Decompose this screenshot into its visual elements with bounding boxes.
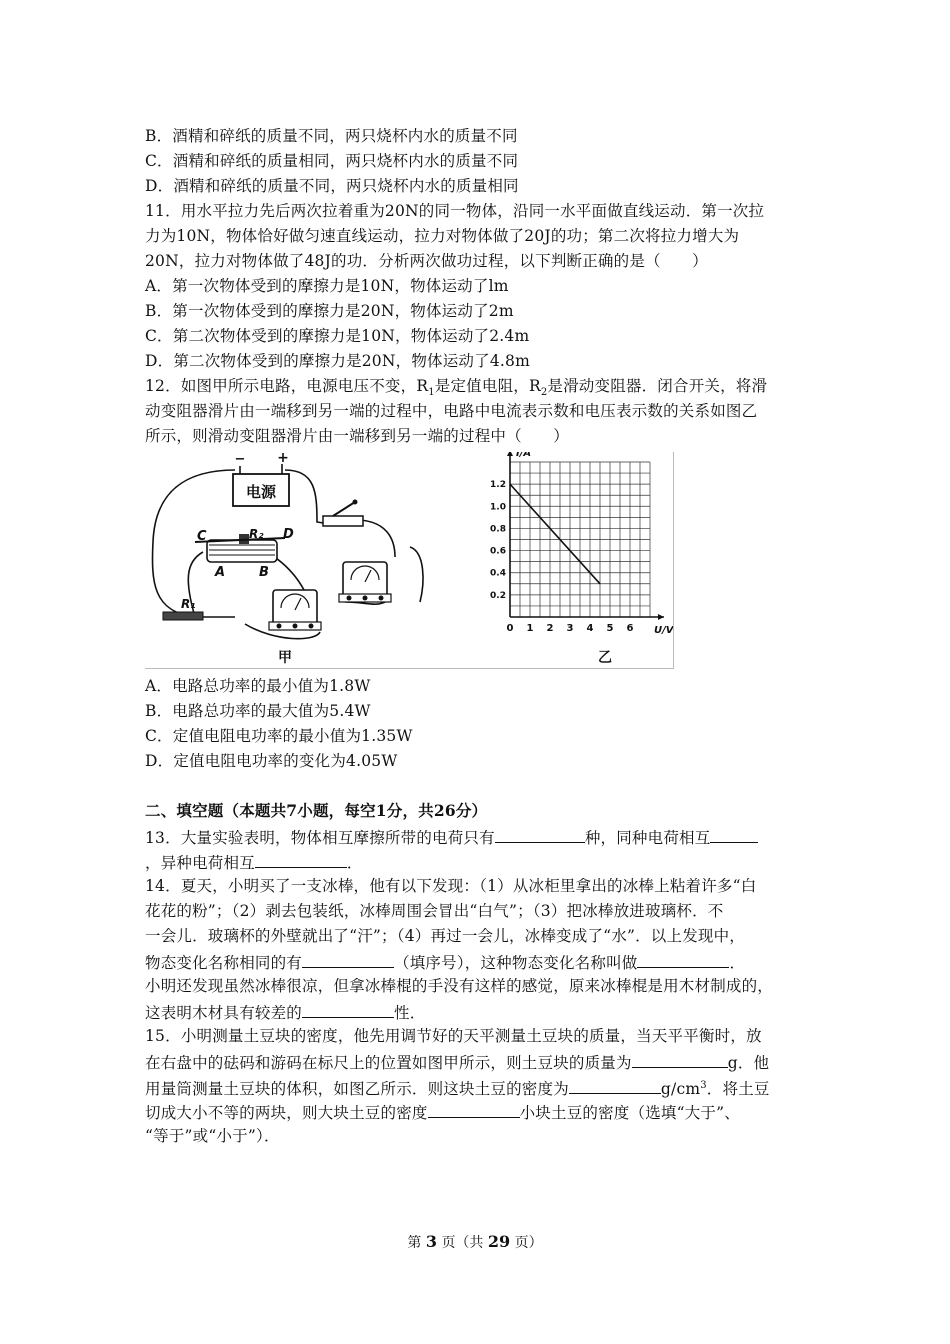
ammeter <box>269 590 321 630</box>
q12-stem-line-1: 12．如图甲所示电路，电源电压不变，$R_1$是定值电阻，$R_2$是滑动变阻器．闭合开关，将滑 <box>145 377 768 399</box>
iu-graph <box>490 452 673 636</box>
q12-stem-line-3: 所示，则滑动变阻器滑片由一端移到另一端的过程中（ ） <box>145 427 569 445</box>
q11-option-b: B．第一次物体受到的摩擦力是20N，物体运动了2m <box>145 302 514 320</box>
page-number: 3 <box>425 1232 437 1251</box>
y-tick-label: 1.2 <box>490 480 506 491</box>
y-tick-label: 0.4 <box>490 568 506 579</box>
plus-sign: + <box>277 452 289 466</box>
q12-figure <box>145 452 674 669</box>
blank-14-3[interactable] <box>302 1001 394 1018</box>
x-tick-label: 3 <box>566 623 574 634</box>
y-tick-label: 0.2 <box>490 590 506 601</box>
blank-13-3[interactable] <box>255 851 347 868</box>
rheostat-r2 <box>195 527 294 580</box>
q10-option-d: D．酒精和碎纸的质量不同，两只烧杯内水的质量相同 <box>145 177 519 195</box>
x-tick-label: 1 <box>526 623 534 634</box>
blank-13-1[interactable] <box>495 826 585 843</box>
q13-line-2: ，异种电荷相互 ． <box>145 851 363 873</box>
x-tick-label: 6 <box>626 623 634 634</box>
wire-switch-to-voltmeter <box>360 520 395 557</box>
y-axis-arrow <box>507 452 513 456</box>
section-heading: 二、填空题（本题共7小题，每空1分，共26分） <box>145 801 488 820</box>
q12-option-c: C．定值电阻电功率的最小值为1.35W <box>145 727 413 745</box>
x-tick-label: 5 <box>606 623 614 634</box>
q14-line-3: 一会儿．玻璃杯的外壁就出了“汗”；（4）再过一会儿，冰棒变成了“水”．以上发现中， <box>145 927 746 945</box>
label-c: C <box>197 529 207 544</box>
q11-option-d: D．第二次物体受到的摩擦力是20N，物体运动了4.8m <box>145 352 530 370</box>
q14-line-4: 物态变化名称相同的有 （填序号），这种物态变化名称叫做 ． <box>145 951 745 973</box>
q14-line-5: 小明还发现虽然冰棒很凉，但拿冰棒棍的手没有这样的感觉，原来冰棒棍是用木材制成的， <box>145 977 774 995</box>
voltmeter <box>339 562 391 602</box>
q12-option-b: B．电路总功率的最大值为5.4W <box>145 702 371 720</box>
q15-line-2: 在右盘中的砝码和游码在标尺上的位置如图甲所示，则土豆块的质量为 g．他 <box>145 1051 769 1073</box>
switch <box>323 500 363 527</box>
minus-sign: − <box>234 452 246 467</box>
y-axis-label: I/A <box>516 452 532 459</box>
q14-line-2: 花花的粉”；（2）剥去包装纸，冰棒周围会冒出“白气”；（3）把冰棒放进玻璃杯．不 <box>145 902 724 920</box>
q15-line-4: 切成大小不等的两块，则大块土豆的密度 小块土豆的密度（选填“大于”、 <box>145 1101 740 1123</box>
q15-line-1: 15．小明测量土豆块的密度，他先用调节好的天平测量土豆块的质量，当天平平衡时，放 <box>145 1027 762 1045</box>
label-d: D <box>283 527 294 542</box>
x-tick-label: 2 <box>546 623 554 634</box>
blank-13-2[interactable] <box>710 826 758 843</box>
y-tick-label: 0.6 <box>490 546 506 557</box>
q13-line-1: 13．大量实验表明，物体相互摩擦所带的电荷只有 种，同种电荷相互 <box>145 826 758 848</box>
blank-15-3[interactable] <box>428 1101 520 1118</box>
x-tick-label: 4 <box>586 623 594 634</box>
blank-14-1[interactable] <box>302 951 394 968</box>
label-b: B <box>259 565 269 580</box>
page-footer: 第 3 页（共 29 页） <box>407 1232 543 1251</box>
x-axis-label: U/V <box>654 625 673 636</box>
q15-line-5: “等于”或“小于”）． <box>145 1127 280 1145</box>
blank-15-2[interactable] <box>569 1077 661 1094</box>
q14-line-6: 这表明木材具有较差的 性． <box>145 1001 425 1023</box>
x-tick-label: 0 <box>506 623 514 634</box>
q11-option-c: C．第二次物体受到的摩擦力是10N，物体运动了2.4m <box>145 327 530 345</box>
y-tick-label: 1.0 <box>490 502 506 513</box>
blank-14-2[interactable] <box>637 951 729 968</box>
q11-stem-line-3: 20N，拉力对物体做了48J的功．分析两次做功过程，以下判断正确的是（ ） <box>145 252 708 270</box>
x-axis-arrow <box>658 614 664 620</box>
q11-stem-line-2: 力为10N，物体恰好做匀速直线运动，拉力对物体做了20J的功；第二次将拉力增大为 <box>145 227 740 245</box>
q11-option-a: A．第一次物体受到的摩擦力是10N，物体运动了lm <box>145 277 509 295</box>
blank-15-1[interactable] <box>632 1051 728 1068</box>
power-label: 电源 <box>245 483 277 501</box>
series-line <box>510 484 600 584</box>
power-supply <box>233 452 289 506</box>
q11-stem-line-1: 11．用水平拉力先后两次拉着重为20N的同一物体，沿同一水平面做直线运动．第一次拉 <box>145 202 765 220</box>
q14-line-1: 14．夏天，小明买了一支冰棒，他有以下发现：（1）从冰柜里拿出的冰棒上粘着许多“白 <box>145 877 757 895</box>
caption-yi: 乙 <box>598 650 612 666</box>
wire-right-loop <box>410 547 423 602</box>
q10-option-c: C．酒精和碎纸的质量相同，两只烧杯内水的质量不同 <box>145 152 519 170</box>
page-total: 29 <box>487 1232 511 1251</box>
label-r2: R₂ <box>249 527 264 541</box>
label-a: A <box>215 565 226 580</box>
caption-jia: 甲 <box>278 650 292 666</box>
q12-option-d: D．定值电阻电功率的变化为4.05W <box>145 752 398 770</box>
q10-option-b: B．酒精和碎纸的质量不同，两只烧杯内水的质量不同 <box>145 127 518 145</box>
q12-option-a: A．电路总功率的最小值为1.8W <box>145 677 371 695</box>
q12-stem-line-2: 动变阻器滑片由一端移到另一端的过程中，电路中电流表示数和电压表示数的关系如图乙 <box>145 402 758 420</box>
label-r1: R₁ <box>181 597 196 611</box>
y-tick-label: 0.8 <box>490 524 506 535</box>
q15-line-3: 用量筒测量土豆块的体积，如图乙所示．则这块土豆的密度为 $g/cm^3$．将土豆 <box>145 1076 770 1099</box>
q12-figure-svg <box>145 452 673 668</box>
